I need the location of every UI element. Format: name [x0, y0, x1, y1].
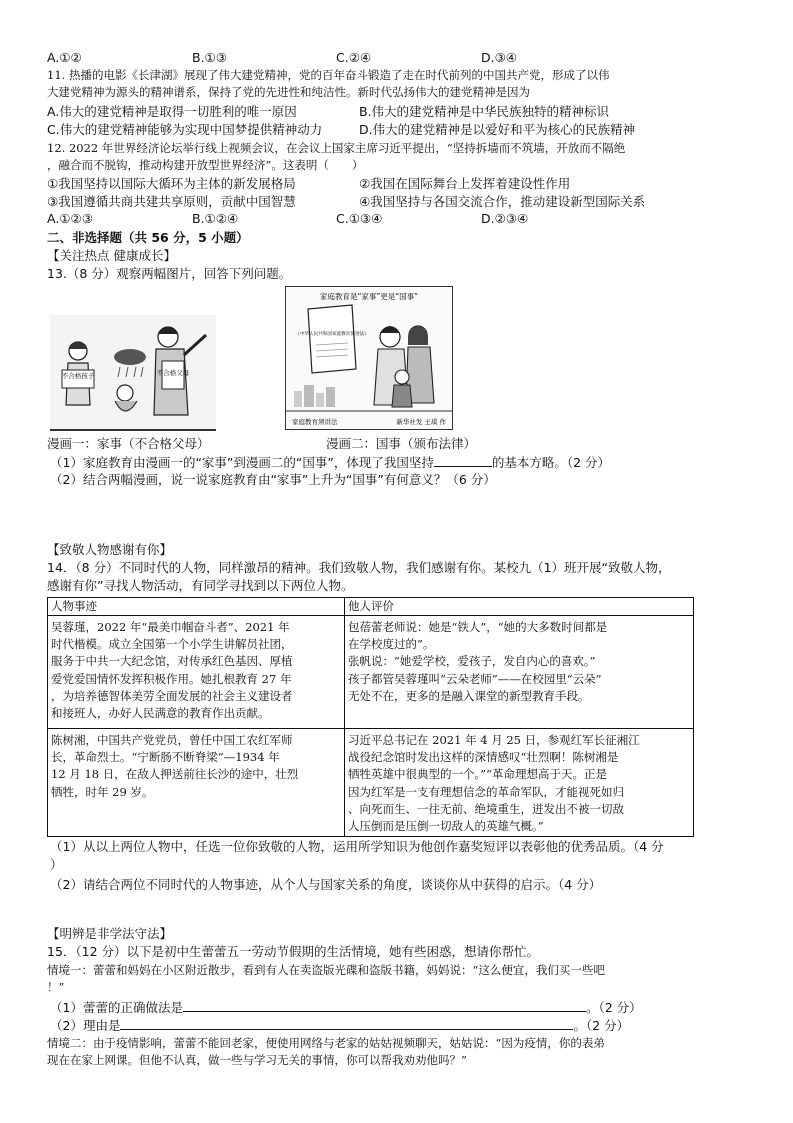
q12-option-a[interactable]: A.①②③: [47, 211, 93, 226]
q15-sub1-tail: 。（2 分）: [585, 1000, 642, 1015]
q12-item-2: ②我国在国际舞台上发挥着建设性作用: [359, 176, 571, 191]
theme-heading-1: 【关注热点 健康成长】: [47, 248, 176, 263]
q10-option-b[interactable]: B.①③: [192, 50, 227, 65]
row2-comments-line: 人压倒而是压倒一切敌人的英雄气概。”: [348, 819, 544, 834]
q12-stem-line2: ，融合而不脱钩，推动构建开放型世界经济”。这表明（ ）: [47, 158, 364, 172]
q11-option-a[interactable]: A.伟大的建党精神是取得一切胜利的唯一原因: [47, 104, 297, 119]
q14-sub1-end: ）: [50, 857, 63, 872]
law-book-title: 《中华人民共和国家庭教育促进法》: [295, 332, 369, 337]
q15-scene1-line1: 情境一：蕾蕾和妈妈在小区附近散步，看到有人在卖盗版光碟和盗版书籍，妈妈说：“这么便宜，我们买一些吧: [47, 963, 605, 977]
row1-comments-line: 包蓓蕾老师说：她是“铁人”，“她的大多数时间都是: [348, 620, 608, 634]
q13-sub1-text: （1）家庭教育由漫画一的“家事”到漫画二的“国事”，体现了我国坚持: [50, 455, 434, 470]
row2-comments-line: 牺牲英雄中很典型的一个。”“革命理想高于天。正是: [348, 767, 608, 782]
cartoon-two-caption: 漫画二：国事（颁布法律）: [326, 436, 477, 451]
q10-option-c[interactable]: C.②④: [336, 50, 372, 65]
row2-deeds-line: 12 月 18 日，在敌人押送前往长沙的途中，壮烈: [51, 767, 299, 782]
q15-stem: 15．（12 分）以下是初中生蕾蕾五一劳动节假期的生活情境，她有些困惑，想请你帮忙。: [47, 944, 540, 959]
row2-deeds: [51, 732, 298, 801]
cartoon-two-footer-left: 家庭教育须讲法: [292, 418, 338, 426]
section-title: 二、非选择题（共 56 分，5 小题）: [47, 230, 249, 245]
row2-comments-line: 习近平总书记在 2021 年 4 月 25 日，参观红军长征湘江: [348, 733, 640, 747]
row1-comments-line: 张帆说：“她爱学校，爱孩子，发自内心的喜欢。”: [348, 654, 596, 669]
row2-comments-line: 、向死而生、一往无前、绝境重生，迸发出不被一切敌: [348, 801, 624, 816]
q13-sub2: （2）结合两幅漫画，说一说家庭教育由“家事”上升为“国事”有何意义？（6 分）: [50, 472, 496, 487]
q14-sub1: （1）从以上两位人物中，任选一位你致敬的人物，运用所学知识为他创作嘉奖短评以表彰他的优秀品质。（4 分: [50, 839, 664, 854]
row2-comments: [348, 732, 640, 835]
theme-heading-2: 【致敬人物感谢有你】: [47, 542, 173, 557]
sign-unqualified-parent: 不合格父母: [156, 369, 190, 377]
theme-heading-3: 【明辨是非学法守法】: [47, 926, 173, 941]
q15-sub2-tail: 。（2 分）: [573, 1018, 630, 1033]
q15-scene2-line2: 现在在家上网课。但他不认真，做一些与学习无关的事情，你可以帮我劝劝他吗？”: [47, 1053, 467, 1067]
table-header-deeds: 人物事迹: [51, 599, 97, 613]
row1-deeds-line: 时代楷模。成立全国第一个小学生讲解员社团，: [51, 637, 293, 652]
cartoon-two-image: [285, 286, 453, 430]
row1-comments-line: 无处不在，更多的是融入课堂的新型教育手段。: [348, 688, 590, 703]
q11-option-d[interactable]: D.伟大的建党精神是以爱好和平为核心的民族精神: [359, 122, 636, 137]
row1-deeds-line: 服务于中共一大纪念馆，对传承红色基因、厚植: [51, 654, 293, 669]
q13-sub1: [50, 453, 610, 471]
q15-sub1: [50, 998, 642, 1016]
q15-scene2-line1: 情境二：由于疫情影响，蕾蕾不能回老家，便使用网络与老家的姑姑视频聊天，姑姑说：“因为疫情，你的表弟: [47, 1036, 605, 1050]
row1-comments-line: 孩子都管吴蓉瑾叫“云朵老师”——在校园里“云朵”: [348, 671, 602, 686]
row2-comments-line: 因为红军是一支有理想信念的革命军队，才能视死如归: [348, 784, 624, 799]
cartoon-one-image: [50, 315, 216, 431]
row1-comments: [348, 619, 607, 705]
q12-item-4: ④我国坚持与各国交流合作，推动建设新型国际关系: [359, 194, 646, 209]
q14-stem-line2: 感谢有你”寻找人物活动，有同学寻找到以下两位人物。: [47, 578, 354, 593]
table-row-divider: [48, 728, 693, 729]
q11-option-b[interactable]: B.伟大的建党精神是中华民族独特的精神标识: [359, 104, 610, 119]
q11-option-c[interactable]: C.伟大的建党精神能够为实现中国梦提供精神动力: [47, 122, 323, 137]
q15-sub1-label: （1）蕾蕾的正确做法是: [50, 1000, 183, 1015]
q13-sub1-answer-blank[interactable]: [434, 453, 492, 467]
q11-stem-line1: 11. 热播的电影《长津湖》展现了伟大建党精神，党的百年奋斗锻造了走在时代前列的中国共产党，形成了以伟: [47, 68, 610, 82]
cartoon-two-footer-right: 新华社发 王琪 作: [396, 418, 446, 426]
q14-sub2: （2）请结合两位不同时代的人物事迹，从个人与国家关系的角度，谈谈你从中获得的启示。（4 分）: [50, 877, 602, 892]
row1-deeds: [51, 619, 293, 722]
q14-stem-line1: 14．（8 分）不同时代的人物，同样激昂的精神。我们致敬人物，我们感谢有你。某校九（1）班开展“致敬人物，: [47, 560, 671, 575]
cartoon-two-drawing: [286, 287, 452, 429]
q12-stem-line1: 12. 2022 年世界经济论坛举行线上视频会议，在会议上国家主席习近平提出，“坚持拆墙而不筑墙，开放而不隔绝: [47, 141, 626, 155]
row1-deeds-line: 爱党爱国情怀发挥积极作用。她扎根教育 27 年: [51, 671, 292, 686]
cartoon-one-caption: 漫画一：家事（不合格父母）: [47, 436, 210, 451]
q11-stem-line2: 大建党精神为源头的精神谱系，保持了党的先进性和纯洁性。新时代弘扬伟大的建党精神是因为: [47, 85, 530, 99]
table-column-divider: [344, 598, 345, 836]
people-table: [47, 597, 694, 837]
q12-option-d[interactable]: D.②③④: [481, 211, 529, 226]
cartoon-one-drawing: [50, 315, 216, 429]
q15-scene1-line2: ！”: [47, 980, 65, 994]
q15-sub2-answer-blank[interactable]: [120, 1016, 573, 1030]
row1-comments-line: 在学校度过的”。: [348, 637, 435, 652]
q15-sub1-answer-blank[interactable]: [183, 998, 586, 1012]
q15-sub2: [50, 1016, 629, 1034]
row2-deeds-line: 陈树湘，中国共产党党员，曾任中国工农红军师: [51, 733, 293, 747]
row2-deeds-line: 长，革命烈士。“宁断肠不断脊梁”—1934 年: [51, 750, 280, 765]
row2-comments-line: 战役纪念馆时发出这样的深情感叹“壮烈啊！陈树湘是: [348, 750, 619, 765]
q12-item-3: ③我国遵循共商共建共享原则，贡献中国智慧: [47, 194, 296, 209]
q15-sub2-label: （2）理由是: [50, 1018, 121, 1033]
sign-unqualified-child: 不合格孩子: [61, 372, 95, 380]
q10-option-a[interactable]: A.①②: [47, 50, 82, 65]
table-header-comments: 他人评价: [348, 599, 394, 613]
q10-option-d[interactable]: D.③④: [481, 50, 518, 65]
row1-deeds-line: 和接班人，办好人民满意的教育作出贡献。: [51, 706, 270, 721]
q13-sub1-tail: 的基本方略。（2 分）: [491, 455, 611, 470]
q12-item-1: ①我国坚持以国际大循环为主体的新发展格局: [47, 176, 296, 191]
q12-option-c[interactable]: C.①③④: [336, 211, 383, 226]
q12-option-b[interactable]: B.①②④: [192, 211, 239, 226]
q13-stem: 13.（8 分）观察两幅图片，回答下列问题。: [47, 266, 292, 281]
row1-deeds-line: ，为培养德智体美劳全面发展的社会主义建设者: [51, 688, 293, 703]
row2-deeds-line: 牺牲，时年 29 岁。: [51, 784, 154, 799]
row1-deeds-line: 吴蓉瑾，2022 年“最美巾帼奋斗者”、2021 年: [51, 620, 290, 634]
cartoon-two-title: 家庭教育是“家事”更是“国事”: [319, 292, 419, 301]
